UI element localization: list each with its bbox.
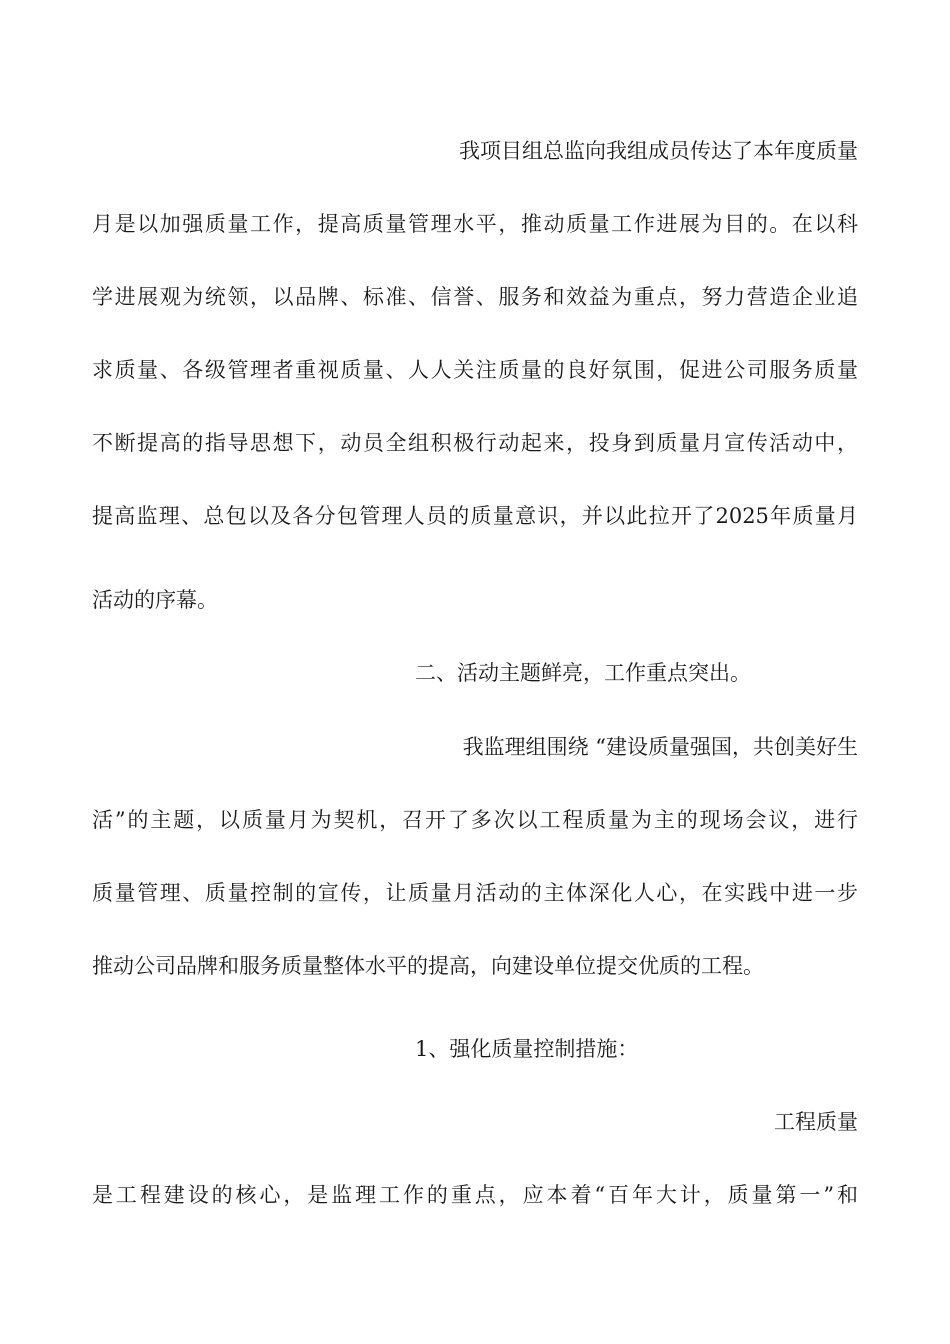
- paragraph-line-13: 是工程建设的核心，是监理工作的重点，应本着“百年大计，质量第一”和: [92, 1183, 858, 1207]
- paragraph-line-4: 求质量、各级管理者重视质量、人人关注质量的良好氛围，促进公司服务质量: [92, 358, 858, 382]
- paragraph-line-10: 质量管理、质量控制的宣传，让质量月活动的主体深化人心，在实践中进一步: [92, 881, 858, 905]
- paragraph-line-2: 月是以加强质量工作，提高质量管理水平，推动质量工作进展为目的。在以科: [92, 212, 858, 236]
- paragraph-line-11: 推动公司品牌和服务质量整体水平的提高，向建设单位提交优质的工程。: [92, 954, 764, 978]
- paragraph-line-5: 不断提高的指导思想下，动员全组积极行动起来，投身到质量月宣传活动中，: [92, 431, 858, 455]
- paragraph-line-9: 活”的主题，以质量月为契机，召开了多次以工程质量为主的现场会议，进行: [92, 808, 858, 832]
- paragraph-line-8: 我监理组围绕 “建设质量强国，共创美好生: [462, 735, 858, 759]
- paragraph-line-3: 学进展观为统领，以品牌、标准、信誉、服务和效益为重点，努力营造企业追: [92, 285, 858, 309]
- paragraph-line-6: 提高监理、总包以及各分包管理人员的质量意识，并以此拉开了2025年质量月: [92, 504, 858, 528]
- paragraph-line-12: 工程质量: [774, 1110, 858, 1134]
- subsection-heading-1: 1、强化质量控制措施：: [415, 1037, 639, 1061]
- paragraph-line-1: 我项目组总监向我组成员传达了本年度质量: [459, 139, 858, 163]
- section-heading-2: 二、活动主题鲜亮，工作重点突出。: [415, 661, 751, 685]
- paragraph-line-7: 活动的序幕。: [92, 588, 218, 612]
